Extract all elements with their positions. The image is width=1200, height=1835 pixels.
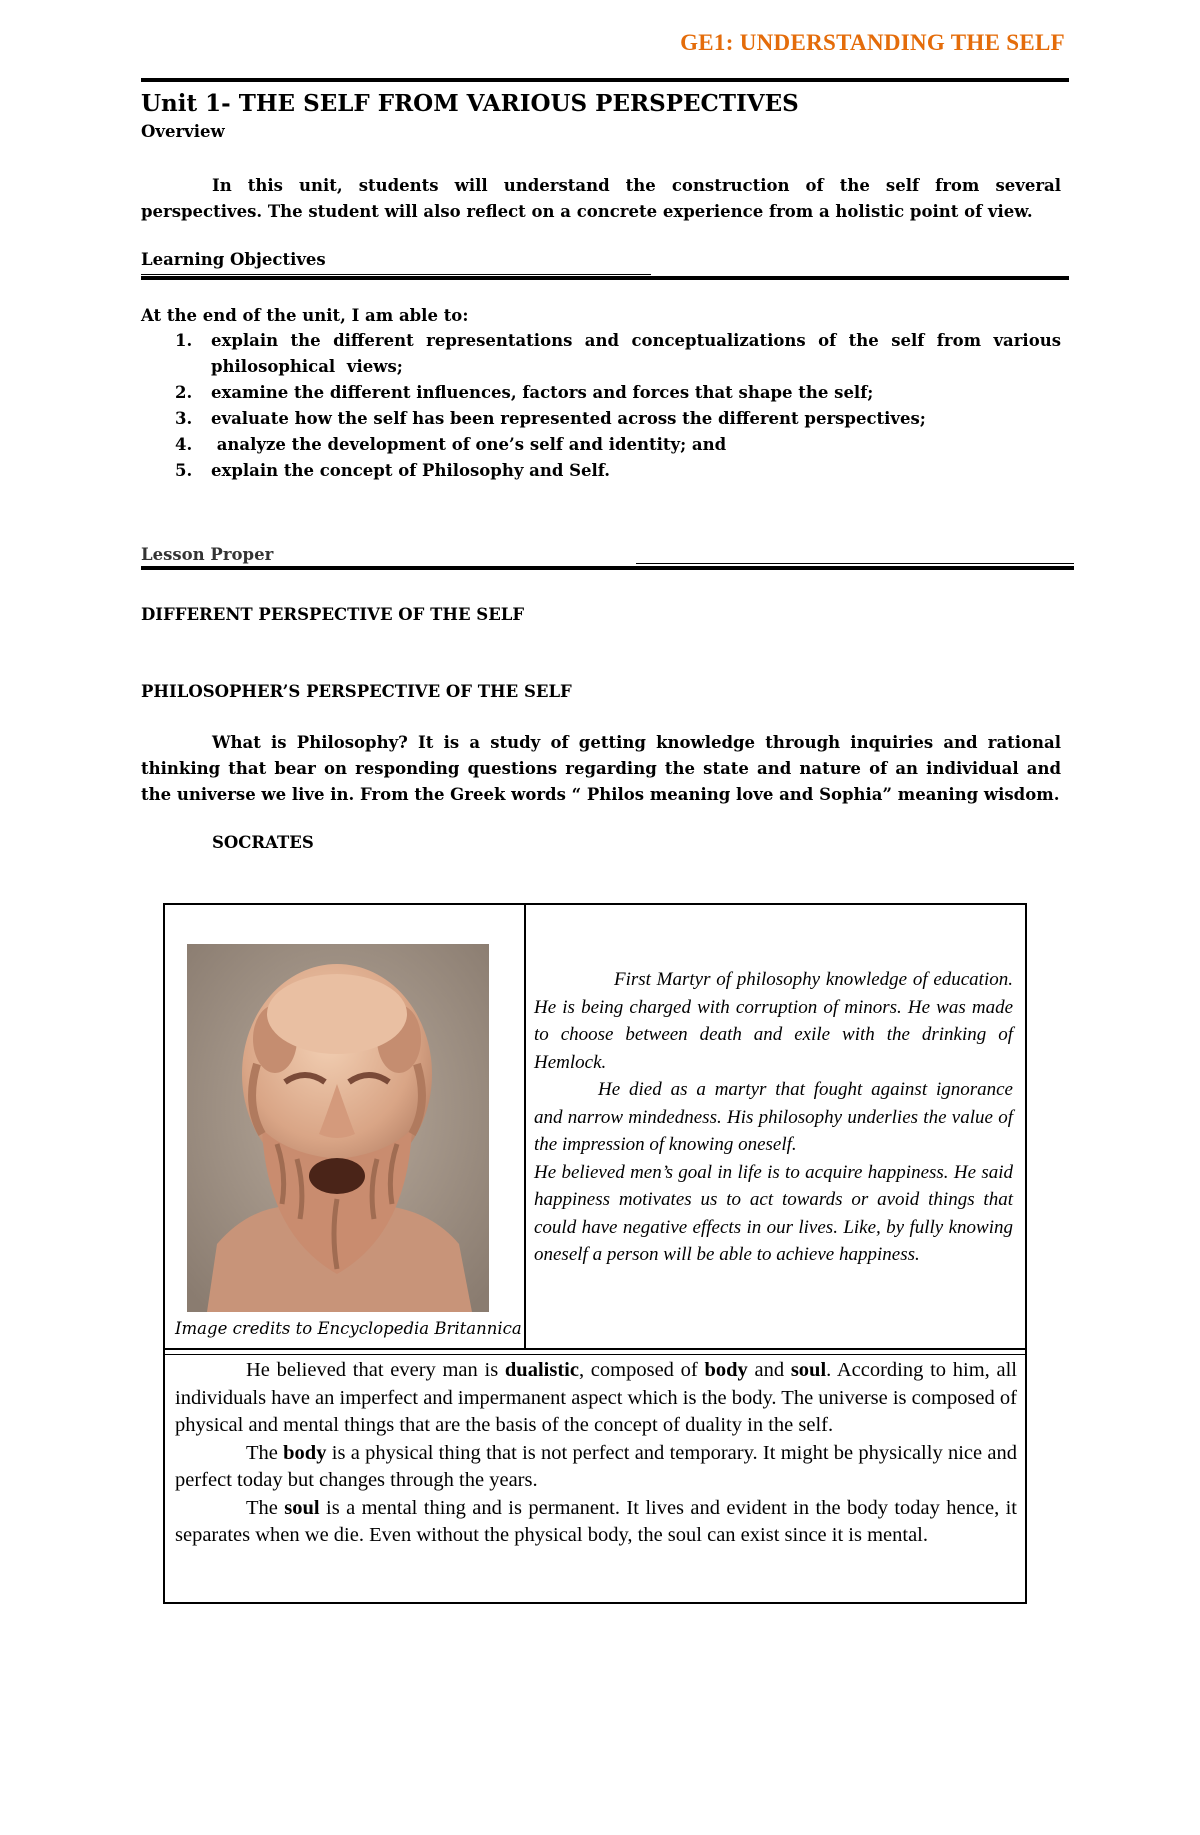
objective-number: 4. <box>175 435 193 454</box>
header-rule <box>141 78 1069 82</box>
dualism-text <box>175 1357 1017 1550</box>
section-heading-philosopher: PHILOSOPHER’S PERSPECTIVE OF THE SELF <box>141 682 572 701</box>
overview-text: In this unit, students will understand the construction of the self from several perspectives. The student will also reflect on a concrete experience from a holistic point of view. <box>141 176 1061 221</box>
objective-text: analyze the development of one’s self and identity; and <box>211 435 727 454</box>
objectives-heading: Learning Objectives <box>141 250 326 269</box>
unit-title: Unit 1- THE SELF FROM VARIOUS PERSPECTIVES <box>141 90 799 117</box>
text-run: , composed of <box>578 1359 705 1381</box>
table-row-divider-thin <box>165 1354 1025 1355</box>
objective-number: 2. <box>175 383 193 402</box>
objective-number: 3. <box>175 409 193 428</box>
objectives-rule-thick <box>141 276 1069 280</box>
objective-number: 5. <box>175 461 193 480</box>
overview-heading: Overview <box>141 122 225 141</box>
description-paragraph: He believed men’s goal in life is to acquire happiness. He said happiness motivates us to act towards or avoid things that could have negative effects in our lives. Like, by fully knowing oneself a person will be able to achieve happiness. <box>534 1161 1013 1265</box>
objectives-list <box>141 328 1061 484</box>
table-column-divider <box>524 905 526 1349</box>
image-caption: Image credits to Encyclopedia Britannica <box>175 1319 522 1338</box>
emphasis-soul: soul <box>790 1359 827 1381</box>
objective-item <box>141 328 1061 380</box>
lesson-rule-thin <box>636 563 1074 564</box>
philosopher-name: SOCRATES <box>212 833 314 852</box>
objective-item <box>141 380 1061 406</box>
emphasis-dualistic: dualistic <box>504 1359 579 1381</box>
lesson-heading: Lesson Proper <box>141 545 274 564</box>
section-heading-perspective: DIFFERENT PERSPECTIVE OF THE SELF <box>141 605 525 624</box>
text-run: . According to him, all individuals have an imperfect and impermanent aspect which is the body. The universe is composed of physical and mental things that are the basis of the concept of duality in the self. <box>175 1359 1017 1436</box>
lesson-rule-thick <box>141 566 1074 570</box>
philosophy-text: What is Philosophy? It is a study of getting knowledge through inquiries and rational thinking that bear on responding questions regarding the state and nature of an individual and the universe we live in. From the Greek words “ Philos meaning love and Sophia” meaning wisdom. <box>141 733 1061 804</box>
objective-text: explain the different representations and conceptualizations of the self from various philosophical views; <box>211 331 1061 376</box>
text-run: is a physical thing that is not perfect and temporary. It might be physically nice and perfect today but changes through the years. <box>175 1441 1017 1491</box>
socrates-bust-illustration <box>187 944 489 1312</box>
text-run: The <box>246 1496 285 1519</box>
objective-number: 1. <box>175 331 193 350</box>
objective-item <box>141 458 1061 484</box>
text-run: is a mental thing and is permanent. It lives and evident in the body today hence, it separates when we die. Even without the physical body, the soul can exist since it is mental. <box>175 1496 1018 1546</box>
emphasis-soul: soul <box>284 1496 320 1519</box>
soul-paragraph <box>175 1495 1017 1550</box>
dualism-paragraph <box>175 1357 1017 1440</box>
course-header: GE1: UNDERSTANDING THE SELF <box>680 30 1065 55</box>
emphasis-body: body <box>283 1441 327 1464</box>
objectives-intro: At the end of the unit, I am able to: <box>141 306 469 325</box>
description-paragraph: First Martyr of philosophy knowledge of education. He is being charged with corruption of minors. He was made to choose between death and exile with the drinking of Hemlock. <box>534 969 1013 1073</box>
socrates-description <box>534 966 1013 1269</box>
objective-item <box>141 406 1061 432</box>
socrates-bust-image <box>187 944 489 1312</box>
description-paragraph: He died as a martyr that fought against ignorance and narrow mindedness. His philosophy underlies the value of the impression of knowing oneself. <box>534 1079 1013 1155</box>
socrates-table <box>163 903 1027 1604</box>
table-row-divider <box>165 1348 1025 1350</box>
objective-text: evaluate how the self has been represented across the different perspectives; <box>211 409 926 428</box>
objective-text: examine the different influences, factors and forces that shape the self; <box>211 383 874 402</box>
emphasis-body: body <box>704 1359 748 1381</box>
objective-item <box>141 432 1061 458</box>
text-run: and <box>747 1359 791 1381</box>
text-run: The <box>246 1441 284 1464</box>
body-paragraph <box>175 1440 1017 1495</box>
text-run: He believed that every man is <box>246 1359 505 1381</box>
objectives-rule-thin <box>141 274 651 275</box>
objective-text: explain the concept of Philosophy and Self. <box>211 461 611 480</box>
